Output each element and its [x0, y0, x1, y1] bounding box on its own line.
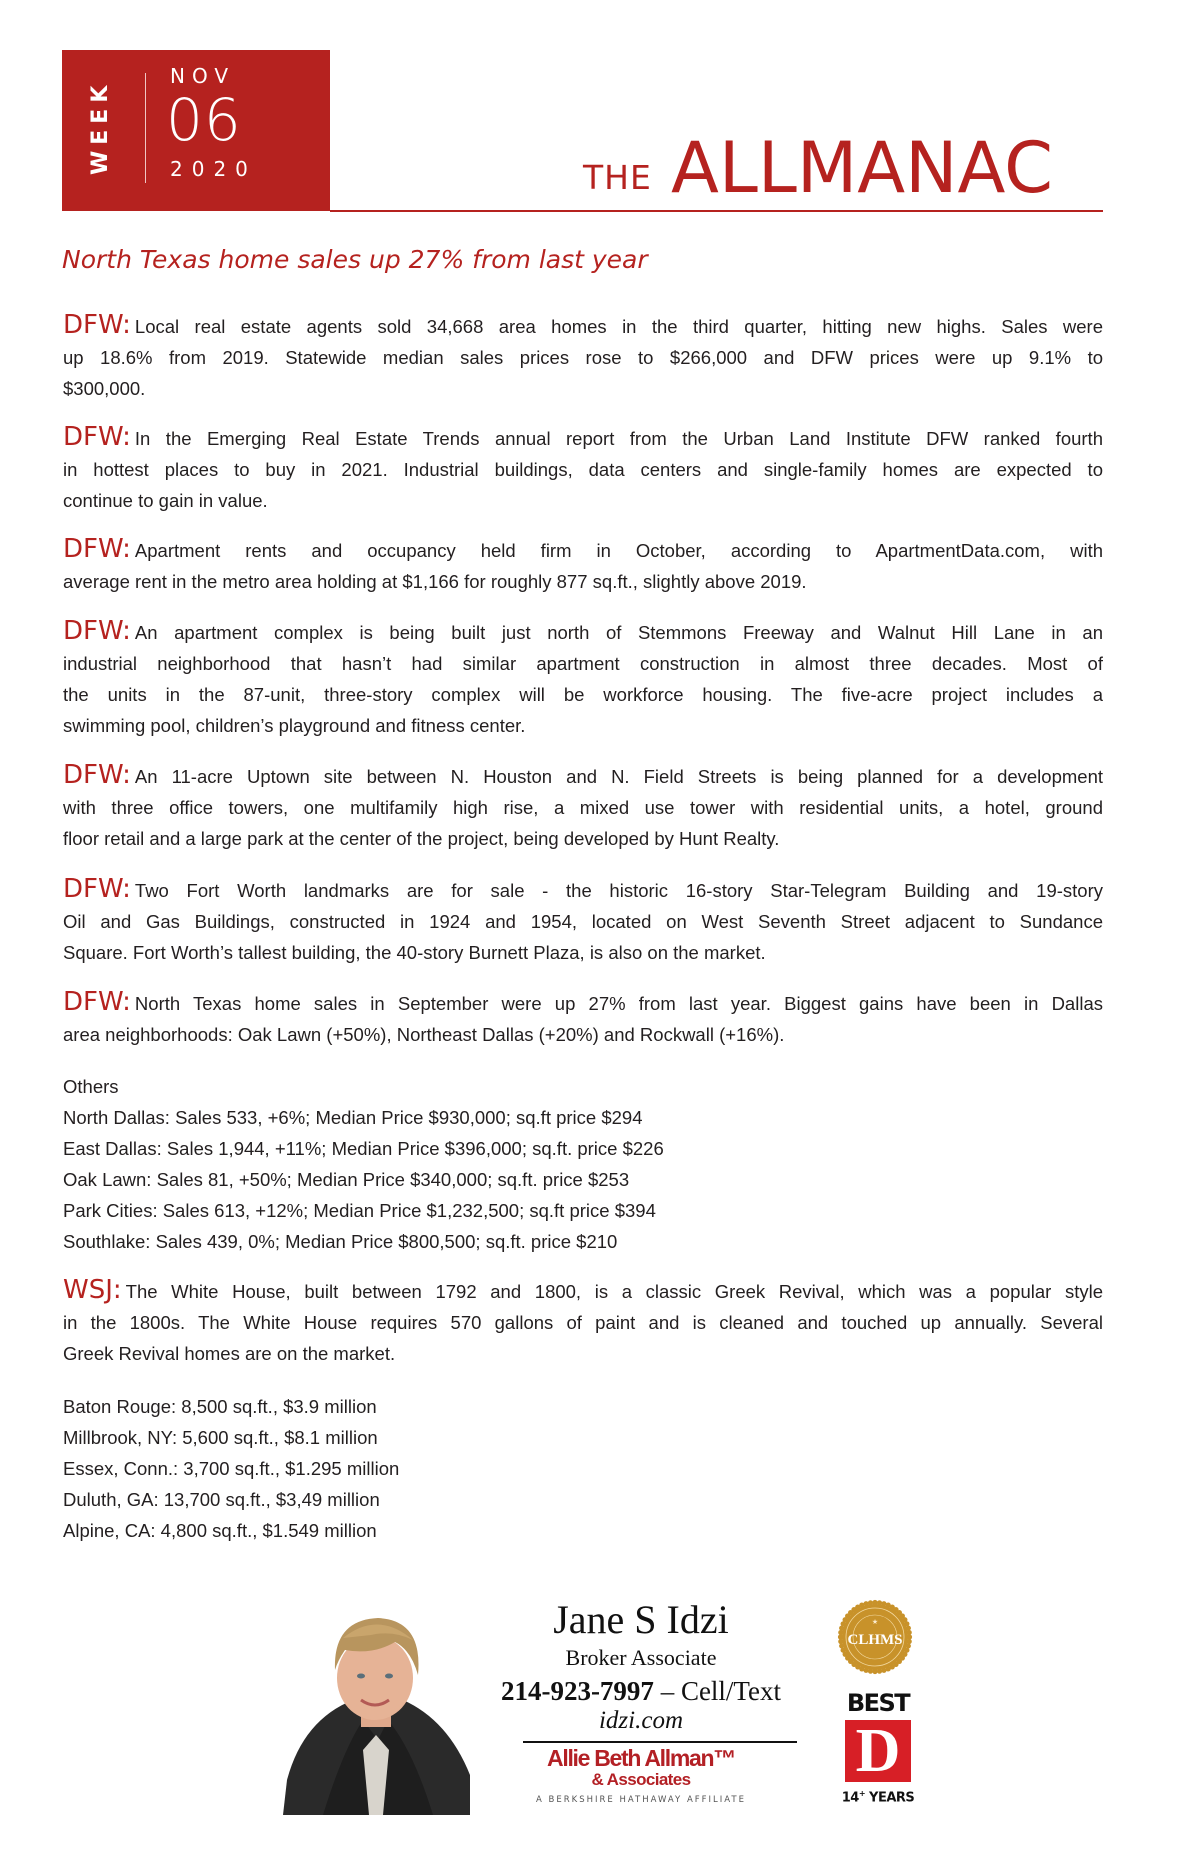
best-of-d-badge	[840, 1690, 916, 1810]
agent-portrait-image	[283, 1600, 470, 1815]
agent-photo	[283, 1600, 470, 1815]
article-text: Oil and Gas Buildings, constructed in 1924 and 1954, located on West Seventh Street adjacent to Sundance	[63, 911, 1103, 932]
article-dfw	[63, 761, 1103, 854]
best-years-plus: +	[858, 1789, 866, 1798]
article-dfw	[63, 875, 1103, 968]
article-text: in the 1800s. The White House requires 570 gallons of paint and is cleaned and touched up annually. Several	[63, 1312, 1103, 1333]
article-text: North Texas home sales in September were up 27% from last year. Biggest gains have been in Dallas	[134, 993, 1103, 1014]
article-line	[63, 648, 1103, 679]
article-line	[63, 454, 1103, 485]
week-label: WEEK	[88, 79, 113, 175]
article-text: Greek Revival homes are on the market.	[63, 1343, 396, 1364]
article-text: swimming pool, children’s playground and fitness center.	[63, 715, 526, 736]
agent-divider	[523, 1741, 797, 1743]
article-line	[63, 679, 1103, 710]
article-line	[63, 311, 1103, 342]
article-dfw	[63, 617, 1103, 741]
article-source-label: DFW:	[63, 617, 131, 646]
article-text: The White House, built between 1792 and 1800, is a classic Greek Revival, which was a popular style	[125, 1281, 1103, 1302]
article-text: An 11-acre Uptown site between N. Houston and N. Field Streets is being planned for a development	[134, 766, 1103, 787]
brokerage-subtitle: & Associates	[591, 1770, 691, 1789]
article-line	[63, 710, 1103, 741]
article-text: the units in the 87-unit, three-story complex will be workforce housing. The five-acre project includes a	[63, 684, 1103, 705]
article-dfw	[63, 535, 1103, 597]
week-divider	[145, 73, 146, 183]
article-line	[63, 1276, 1103, 1307]
listing-item: Essex, Conn.: 3,700 sq.ft., $1.295 million	[63, 1458, 400, 1479]
best-label: BEST	[846, 1689, 910, 1717]
article-line	[63, 792, 1103, 823]
article-dfw	[63, 988, 1103, 1050]
article-source-label: DFW:	[63, 423, 131, 452]
agent-phone-row	[440, 1675, 842, 1707]
week-year: 2020	[170, 157, 257, 181]
others-list-item: North Dallas: Sales 533, +6%; Median Price $930,000; sq.ft price $294	[63, 1107, 643, 1128]
article-text: $300,000.	[63, 378, 146, 399]
agent-phone-suffix: – Cell/Text	[653, 1676, 782, 1706]
article-line	[63, 617, 1103, 648]
best-years-text: YEARS	[865, 1790, 915, 1806]
article-line	[63, 823, 1103, 854]
week-date-block	[62, 50, 330, 211]
article-dfw	[63, 311, 1103, 404]
others-heading: Others	[63, 1076, 119, 1097]
article-source-label: WSJ:	[63, 1276, 122, 1305]
article-source-label: DFW:	[63, 311, 131, 340]
article-dfw	[63, 423, 1103, 516]
others-list-item: Park Cities: Sales 613, +12%; Median Price $1,232,500; sq.ft price $394	[63, 1200, 656, 1221]
d-magazine-logo	[845, 1717, 911, 1785]
brokerage-logo	[500, 1745, 782, 1806]
best-years-label	[840, 1786, 916, 1806]
article-source-label: DFW:	[63, 761, 131, 790]
article-line	[63, 423, 1103, 454]
listings-list	[63, 1391, 399, 1546]
best-years-number: 14	[841, 1790, 859, 1806]
week-day: 06	[166, 86, 242, 154]
article-text: in hottest places to buy in 2021. Industrial buildings, data centers and single-family homes are expected to	[63, 459, 1103, 480]
article-text: with three office towers, one multifamily high rise, a mixed use tower with residential units, a hotel, ground	[63, 797, 1103, 818]
article-source-label: DFW:	[63, 875, 131, 904]
article-line	[63, 906, 1103, 937]
article-line	[63, 1019, 1103, 1050]
article-text: Apartment rents and occupancy held firm in October, according to ApartmentData.com, with	[134, 540, 1103, 561]
page-headline: North Texas home sales up 27% from last year	[62, 245, 648, 274]
article-line	[63, 937, 1103, 968]
article-text: industrial neighborhood that hasn’t had similar apartment construction in almost three decades. Most of	[63, 653, 1103, 674]
article-text: Two Fort Worth landmarks are for sale - the historic 16-story Star-Telegram Building and 19-story	[134, 880, 1103, 901]
listing-item: Alpine, CA: 4,800 sq.ft., $1.549 million	[63, 1520, 377, 1541]
listing-item: Millbrook, NY: 5,600 sq.ft., $8.1 million	[63, 1427, 378, 1448]
article-line	[63, 342, 1103, 373]
article-line	[63, 373, 1103, 404]
article-line	[63, 566, 1103, 597]
article-line	[63, 988, 1103, 1019]
listing-item: Baton Rouge: 8,500 sq.ft., $3.9 million	[63, 1396, 377, 1417]
agent-name: Jane S Idzi	[553, 1597, 729, 1642]
article-text: An apartment complex is being built just north of Stemmons Freeway and Walnut Hill Lane in an	[134, 622, 1103, 643]
article-text: average rent in the metro area holding at $1,166 for roughly 877 sq.ft., slightly above 2019.	[63, 571, 807, 592]
others-list-item: Oak Lawn: Sales 81, +50%; Median Price $340,000; sq.ft. price $253	[63, 1169, 630, 1190]
article-text: area neighborhoods: Oak Lawn (+50%), Northeast Dallas (+20%) and Rockwall (+16%).	[63, 1024, 785, 1045]
article-line	[63, 485, 1103, 516]
week-month: NOV	[170, 64, 236, 88]
listing-item: Duluth, GA: 13,700 sq.ft., $3,49 million	[63, 1489, 380, 1510]
clhms-seal-icon	[837, 1599, 913, 1675]
masthead-prefix: THE	[583, 158, 652, 197]
d-letter: D	[855, 1717, 901, 1785]
brokerage-name: Allie Beth Allman™	[547, 1745, 735, 1771]
header-divider	[330, 210, 1103, 212]
others-list-item: Southlake: Sales 439, 0%; Median Price $800,500; sq.ft. price $210	[63, 1231, 618, 1252]
article-wsj	[63, 1276, 1103, 1369]
article-line	[63, 761, 1103, 792]
article-line	[63, 535, 1103, 566]
brokerage-affiliation: A BERKSHIRE HATHAWAY AFFILIATE	[536, 1795, 746, 1805]
article-source-label: DFW:	[63, 988, 131, 1017]
article-text: up 18.6% from 2019. Statewide median sales prices rose to $266,000 and DFW prices were up 9.1% to	[63, 347, 1103, 368]
article-line	[63, 875, 1103, 906]
article-text: In the Emerging Real Estate Trends annual report from the Urban Land Institute DFW ranked fourth	[134, 428, 1103, 449]
svg-text:★: ★	[871, 1618, 879, 1626]
article-text: continue to gain in value.	[63, 490, 268, 511]
article-text: floor retail and a large park at the center of the project, being developed by Hunt Realty.	[63, 828, 780, 849]
others-list	[63, 1071, 664, 1257]
article-text: Local real estate agents sold 34,668 area homes in the third quarter, hitting new highs. Sales were	[134, 316, 1103, 337]
agent-website-link[interactable]: idzi.com	[598, 1707, 684, 1734]
article-line	[63, 1338, 1103, 1369]
others-list-item: East Dallas: Sales 1,944, +11%; Median Price $396,000; sq.ft. price $226	[63, 1138, 664, 1159]
agent-title: Broker Associate	[565, 1645, 717, 1670]
seal-text: CLHMS	[847, 1632, 903, 1648]
article-line	[63, 1307, 1103, 1338]
article-source-label: DFW:	[63, 535, 131, 564]
agent-phone[interactable]: 214-923-7997	[500, 1676, 654, 1706]
article-text: Square. Fort Worth’s tallest building, the 40-story Burnett Plaza, is also on the market.	[63, 942, 766, 963]
masthead-title: ALLMANAC	[671, 127, 1054, 209]
